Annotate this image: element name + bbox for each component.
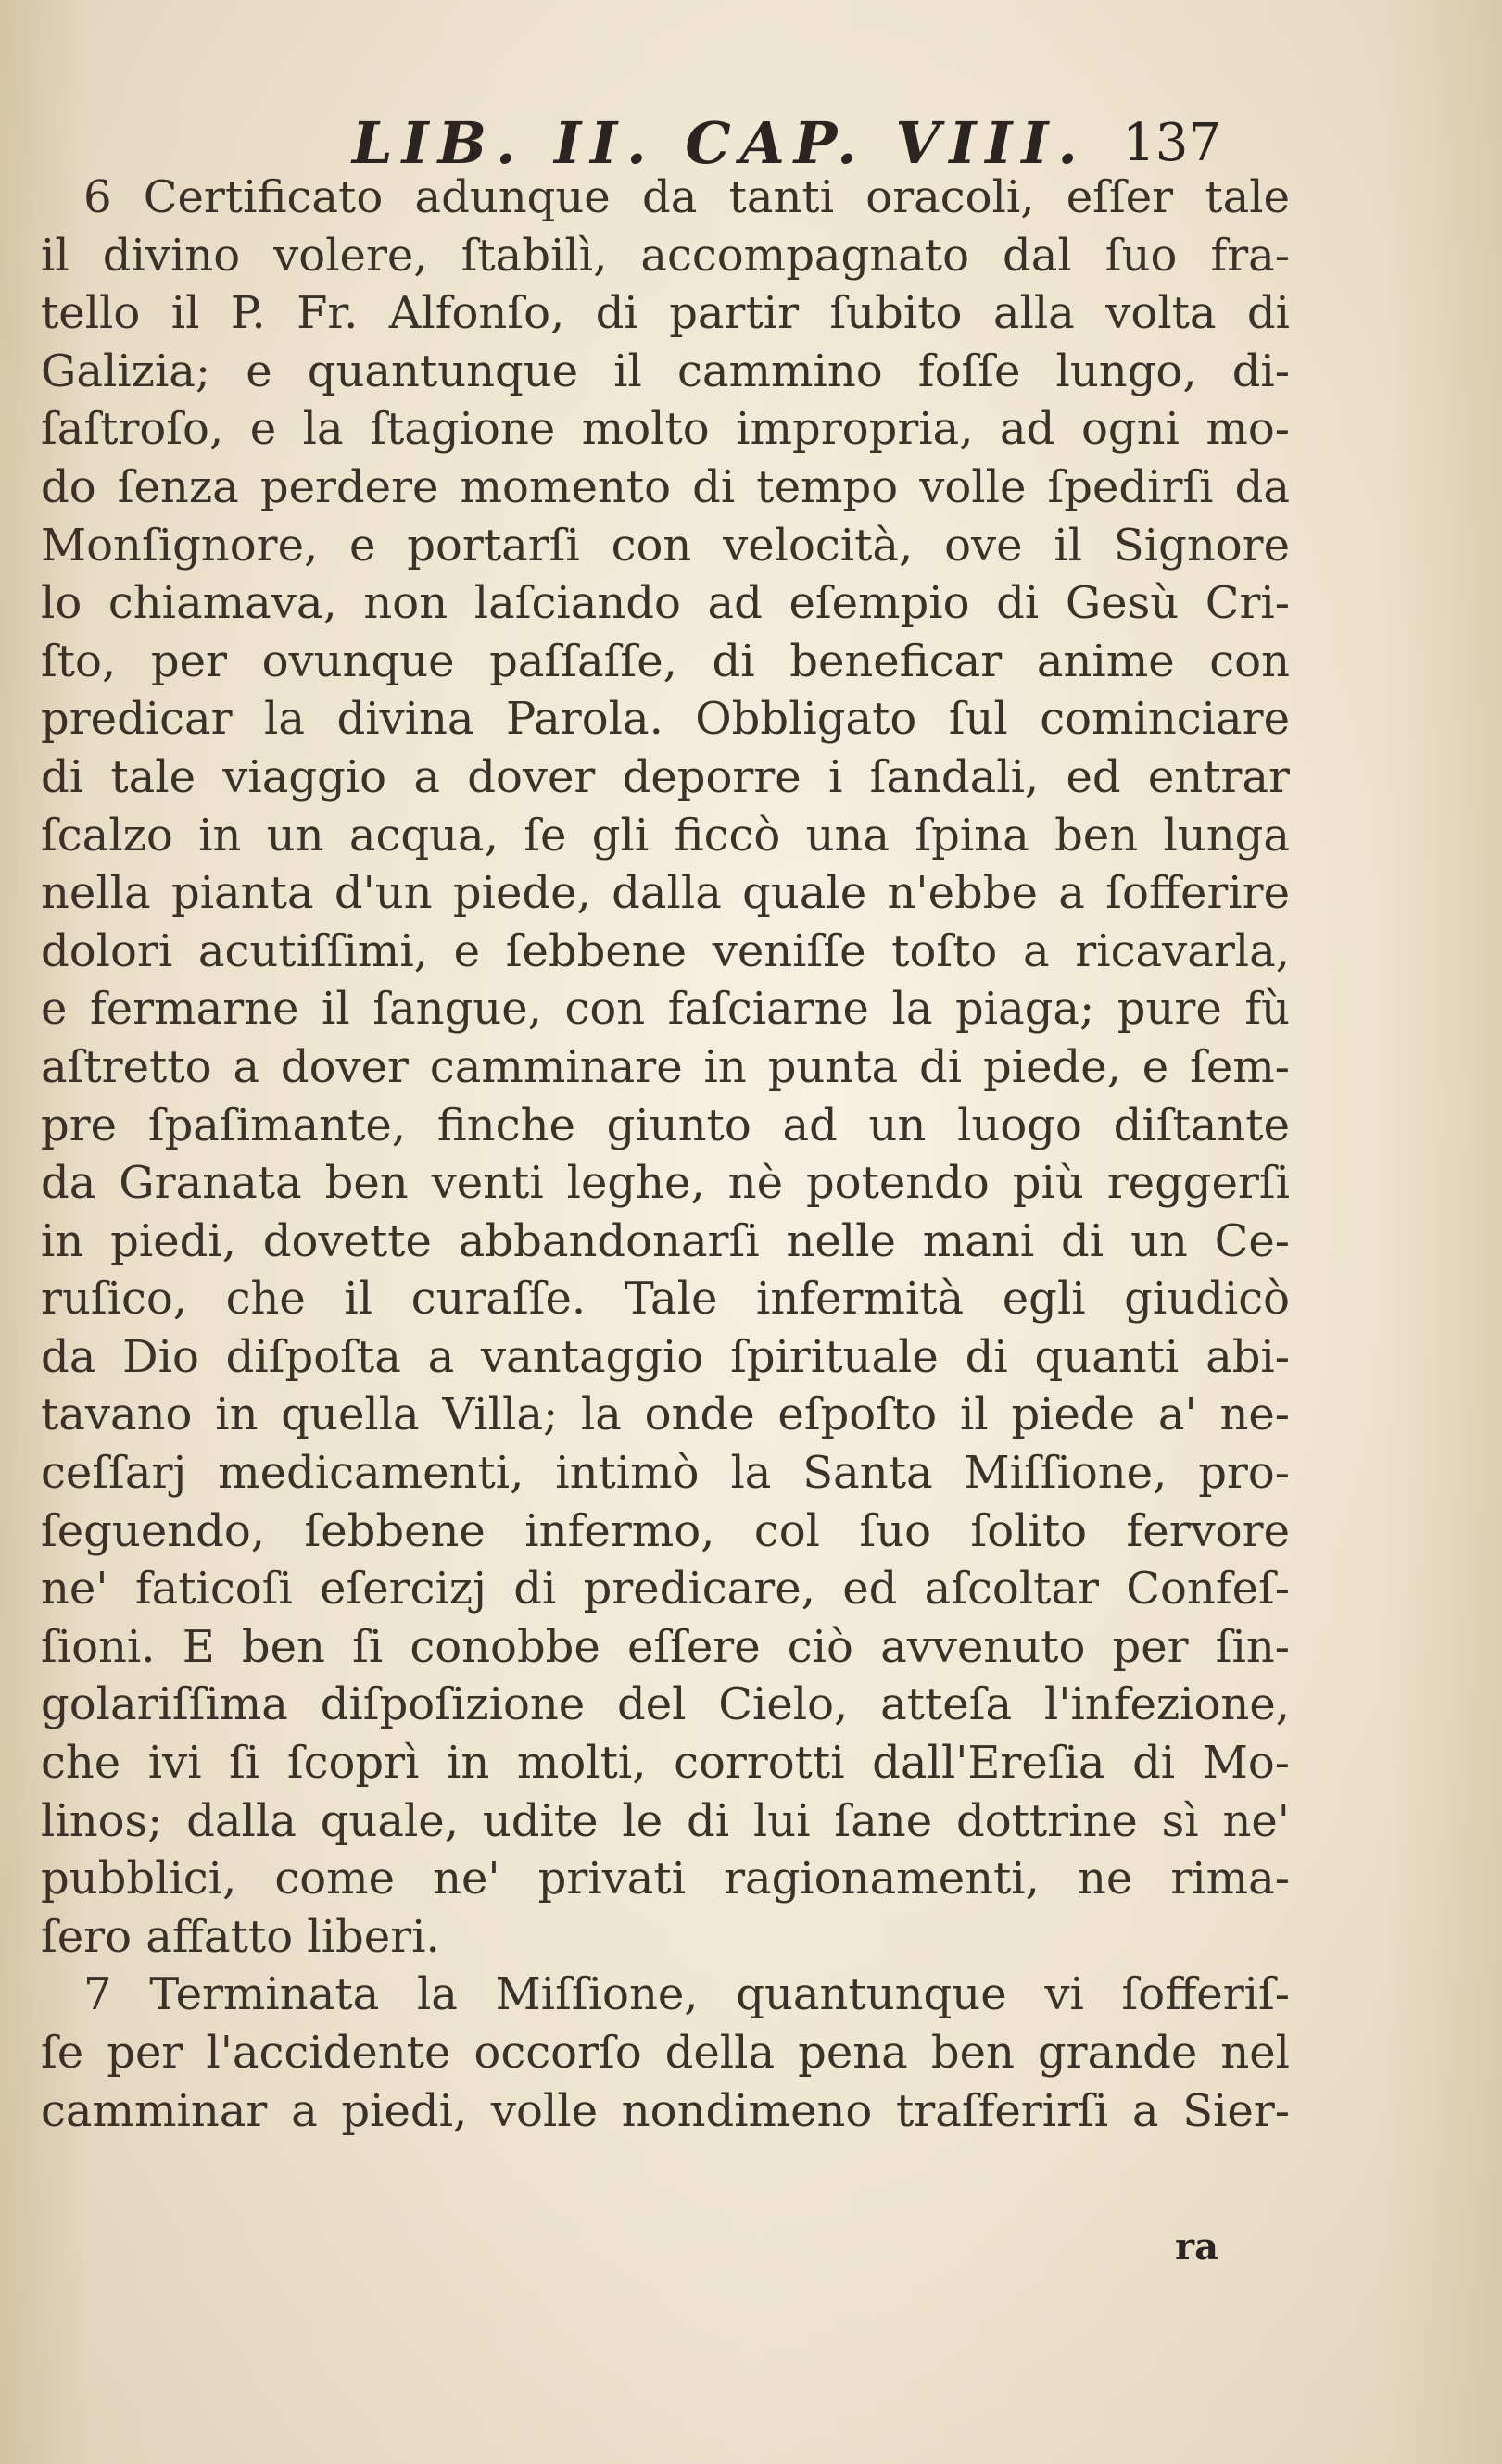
text-line: linos; dalla quale, udite le di lui ſane dottrine sì ne' <box>41 1794 1290 1847</box>
text-line: golariſſima diſpoſizione del Cielo, atteſa l'infezione, <box>41 1678 1290 1731</box>
page-number: 137 <box>1122 113 1221 173</box>
text-line: ſaſtroſo, e la ſtagione molto impropria, ad ogni mo- <box>41 403 1290 456</box>
text-line: predicar la divina Parola. Obbligato ſul cominciare <box>41 693 1290 746</box>
text-line: di tale viaggio a dover deporre i ſandali, ed entrar <box>41 750 1290 803</box>
text-line: in piedi, dovette abbandonarſi nelle mani di un Ce- <box>41 1214 1290 1267</box>
text-line: 7 Terminata la Miſſione, quantunque vi ſofferiſ- <box>83 1968 1290 2021</box>
text-line: ne' faticoſi eſercizj di predicare, ed aſcoltar Confeſ- <box>41 1563 1290 1615</box>
text-line: tello il P. Fr. Alfonſo, di partir ſubito alla volta di <box>41 287 1290 340</box>
text-line: dolori acutiſſimi, e ſebbene veniſſe toſto a ricavarla, <box>41 924 1290 977</box>
text-line: e fermarne il ſangue, con faſciarne la piaga; pure fù <box>41 983 1290 1036</box>
text-line: ceſſarj medicamenti, intimò la Santa Miſſione, pro- <box>41 1447 1290 1500</box>
text-line: tavano in quella Villa; la onde eſpoſto il piede a' ne- <box>41 1389 1290 1441</box>
text-line: pre ſpaſimante, finche giunto ad un luogo diſtante <box>41 1099 1290 1151</box>
page-header <box>352 109 1242 177</box>
text-line: ſe per l'accidente occorſo della pena ben grande nel <box>41 2027 1290 2079</box>
running-title: LIB. II. CAP. VIII. <box>352 109 1088 177</box>
text-line: Galizia; e quantunque il cammino foſſe lungo, di- <box>41 345 1290 397</box>
text-line: lo chiamava, non laſciando ad eſempio di Gesù Cri- <box>41 577 1290 630</box>
text-line: ſioni. E ben ſi conobbe eſſere ciò avvenuto per ſin- <box>41 1620 1290 1673</box>
text-line: aſtretto a dover camminare in punta di piede, e ſem- <box>41 1040 1290 1093</box>
text-line: 6 Certificato adunque da tanti oracoli, eſſer tale <box>83 171 1290 223</box>
text-line: da Dio diſpoſta a vantaggio ſpirituale di quanti abi- <box>41 1330 1290 1383</box>
text-line: nella pianta d'un piede, dalla quale n'ebbe a ſofferire <box>41 867 1290 920</box>
text-line: ſeguendo, ſebbene infermo, col ſuo ſolito fervore <box>41 1504 1290 1557</box>
text-line: do ſenza perdere momento di tempo volle ſpedirſi da <box>41 460 1290 513</box>
text-line: ſcalzo in un acqua, ſe gli ficcò una ſpina ben lunga <box>41 809 1290 861</box>
text-line: Monſignore, e portarſi con velocità, ove il Signore <box>41 519 1290 572</box>
text-line: il divino volere, ſtabilì, accompagnato dal ſuo fra- <box>41 229 1290 282</box>
text-line: camminar a piedi, volle nondimeno traſferirſi a Sier- <box>41 2084 1290 2137</box>
text-line: ſto, per ovunque paſſaſſe, di beneficar anime con <box>41 635 1290 687</box>
catchword: ra <box>1175 2225 1218 2269</box>
text-line: ruſico, che il curaſſe. Tale infermità egli giudicò <box>41 1273 1290 1326</box>
body-text <box>41 169 1290 2140</box>
text-line: che ivi ſi ſcoprì in molti, corrotti dall'Ereſia di Mo- <box>41 1737 1290 1790</box>
text-line: ſero affatto liberi. <box>41 1910 440 1963</box>
text-line: pubblici, come ne' privati ragionamenti, ne rima- <box>41 1853 1290 1905</box>
text-line: da Granata ben venti leghe, nè potendo più reggerſi <box>41 1157 1290 1210</box>
